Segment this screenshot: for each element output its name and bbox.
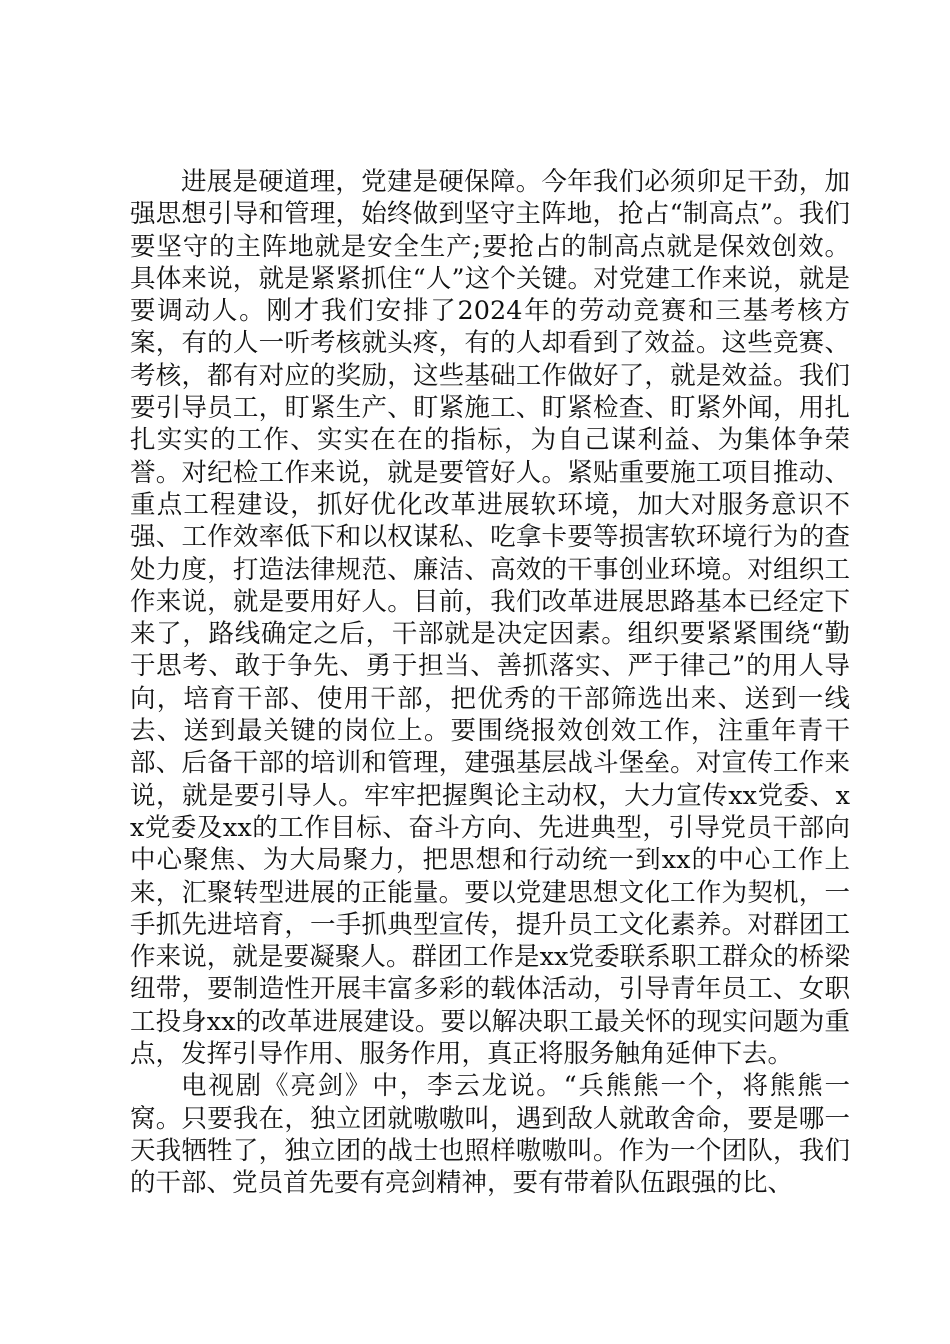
document-body: [130, 166, 850, 1200]
paragraph-party-building: 进展是硬道理，党建是硬保障。今年我们必须卯足干劲，加强思想引导和管理，始终做到坚守主阵地，抢占“制高点”。我们要坚守的主阵地就是安全生产;要抢占的制高点就是保效创效。具体来说，就是紧紧抓住“人”这个关键。对党建工作来说，就是要调动人。刚才我们安排了2024年的劳动竞赛和三基考核方案，有的人一听考核就头疼，有的人却看到了效益。这些竞赛、考核，都有对应的奖励，这些基础工作做好了，就是效益。我们要引导员工，盯紧生产、盯紧施工、盯紧检查、盯紧外闻，用扎扎实实的工作、实实在在的指标，为自己谋利益、为集体争荣誉。对纪检工作来说，就是要管好人。紧贴重要施工项目推动、重点工程建设，抓好优化改革进展软环境，加大对服务意识不强、工作效率低下和以权谋私、吃拿卡要等损害软环境行为的查处力度，打造法律规范、廉洁、高效的干事创业环境。对组织工作来说，就是要用好人。目前，我们改革进展思路基本已经定下来了，路线确定之后，干部就是决定因素。组织要紧紧围绕“勤于思考、敢于争先、勇于担当、善抓落实、严于律己”的用人导向，培育干部、使用干部，把优秀的干部筛选出来、送到一线去、送到最关键的岗位上。要围绕报效创效工作，注重年青干部、后备干部的培训和管理，建强基层战斗堡垒。对宣传工作来说，就是要引导人。牢牢把握舆论主动权，大力宣传xx党委、xx党委及xx的工作目标、奋斗方向、先进典型，引导党员干部向中心聚焦、为大局聚力，把思想和行动统一到xx的中心工作上来，汇聚转型进展的正能量。要以党建思想文化工作为契机，一手抓先进培育，一手抓典型宣传，提升员工文化素养。对群团工作来说，就是要凝聚人。群团工作是xx党委联系职工群众的桥梁纽带，要制造性开展丰富多彩的载体活动，引导青年员工、女职工投身xx的改革进展建设。要以解决职工最关怀的现实问题为重点，发挥引导作用、服务作用，真正将服务触角延伸下去。: [130, 167, 850, 1070]
paragraph-liangjian: 电视剧《亮剑》中，李云龙说。“兵熊熊一个，将熊熊一窝。只要我在，独立团就嗷嗷叫，遇到敌人就敢舍命，要是哪一天我牺牲了，独立团的战士也照样嗷嗷叫。作为一个团队，我们的干部、党员首先要有亮剑精神，要有带着队伍跟强的比、: [130, 1071, 850, 1199]
